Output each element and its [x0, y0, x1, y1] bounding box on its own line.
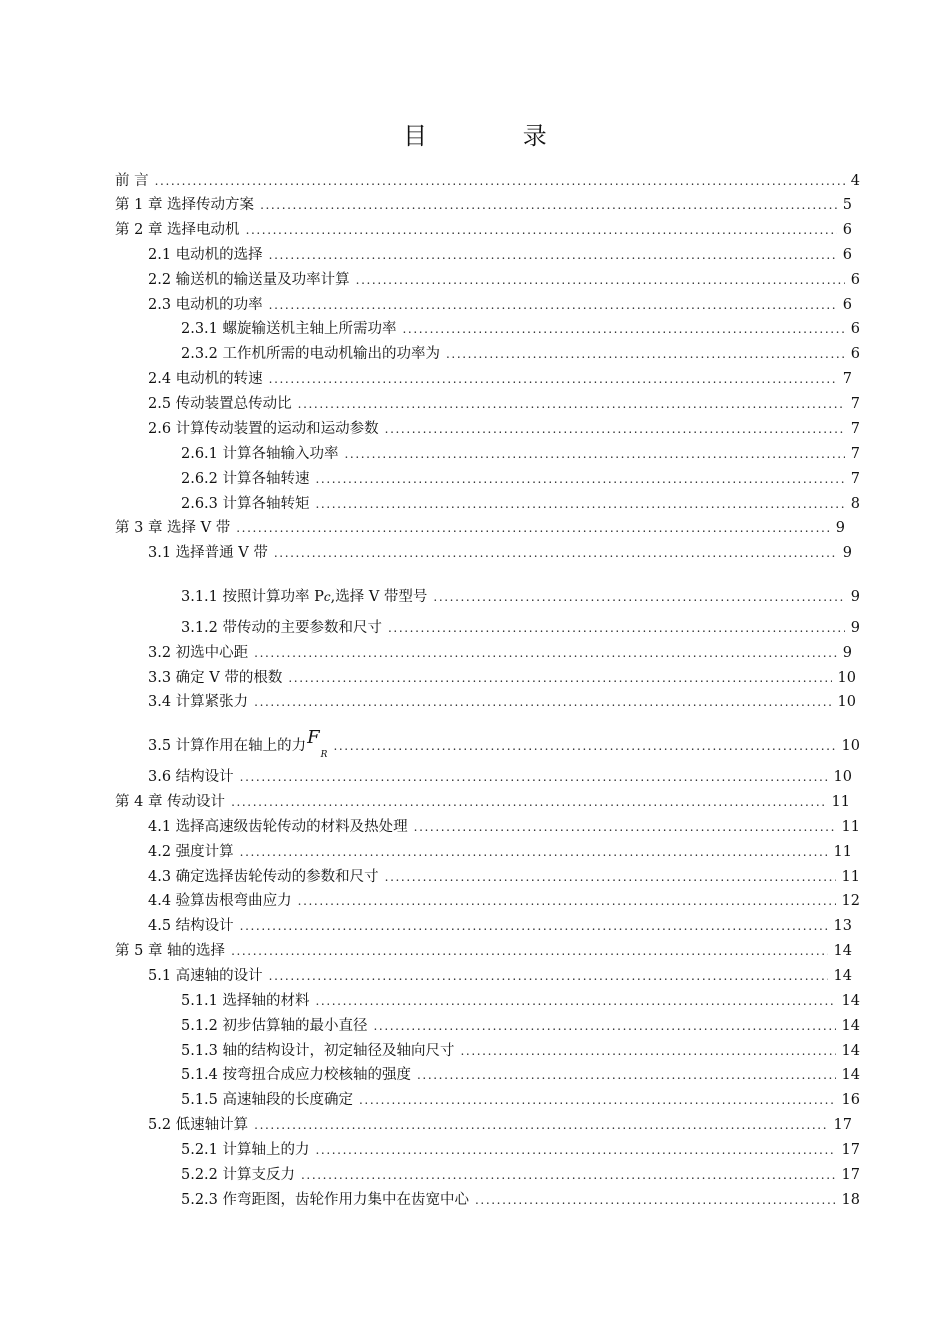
- toc-entry-label: 3.6 结构设计: [148, 769, 234, 785]
- toc-entry[interactable]: [148, 395, 860, 413]
- toc-entry[interactable]: [181, 320, 860, 338]
- toc-entry-label: 4.5 结构设计: [148, 918, 234, 934]
- dot-leader: [433, 588, 844, 606]
- toc-page-number: 10: [833, 769, 852, 785]
- toc-page-number: 10: [837, 670, 856, 686]
- toc-page-number: 12: [841, 893, 860, 909]
- toc-entry-label: 5.1.4 按弯扭合成应力校核轴的强度: [181, 1067, 412, 1083]
- toc-entry[interactable]: [181, 495, 860, 513]
- toc-entry[interactable]: [181, 1141, 860, 1159]
- toc-entry-label: 2.3 电动机的功率: [148, 297, 263, 313]
- toc-page-number: 9: [835, 520, 845, 536]
- dot-leader: [269, 296, 837, 314]
- toc-entry-label: 2.6.1 计算各轴输入功率: [181, 446, 339, 462]
- toc-page-number: 11: [841, 869, 860, 885]
- toc-entry[interactable]: [115, 221, 852, 239]
- dot-leader: [155, 172, 845, 190]
- dot-leader: [240, 768, 828, 786]
- dot-leader: [240, 917, 828, 935]
- toc-page-number: 6: [850, 272, 860, 288]
- toc-page-number: 17: [841, 1167, 860, 1183]
- toc-entry[interactable]: [181, 992, 860, 1010]
- toc-entry-label: 5.2.3 作弯距图，齿轮作用力集中在齿宽中心: [181, 1192, 470, 1208]
- dot-leader: [316, 1141, 836, 1159]
- toc-page-number: 11: [841, 819, 860, 835]
- toc-entry-label: 3.5 计算作用在轴上的力$F_R$: [148, 727, 328, 760]
- toc-entry-label: 5.1 高速轴的设计: [148, 968, 263, 984]
- toc-entry[interactable]: [181, 1191, 860, 1209]
- toc-entry[interactable]: [148, 768, 852, 786]
- toc-page-number: 9: [850, 589, 860, 605]
- toc-entry-label: 第 1 章 选择传动方案: [115, 197, 255, 213]
- dot-leader: [246, 221, 837, 239]
- toc-entry-label: 5.2.1 计算轴上的力: [181, 1142, 310, 1158]
- toc-entry-label: 5.2.2 计算支反力: [181, 1167, 296, 1183]
- toc-page-number: 6: [850, 321, 860, 337]
- toc-page-number: 14: [833, 943, 852, 959]
- dot-leader: [359, 1091, 836, 1109]
- toc-entry[interactable]: [148, 271, 860, 289]
- toc-page-number: 7: [850, 446, 860, 462]
- toc-page-number: 11: [831, 794, 850, 810]
- toc-entry-label: 5.2 低速轴计算: [148, 1117, 249, 1133]
- toc-entry[interactable]: [181, 588, 860, 606]
- toc-entry-label: 2.4 电动机的转速: [148, 371, 263, 387]
- toc-entry-label: 5.1.2 初步估算轴的最小直径: [181, 1018, 368, 1034]
- toc-entry[interactable]: [148, 693, 856, 711]
- toc-entry[interactable]: [181, 445, 860, 463]
- dot-leader: [254, 693, 831, 711]
- dot-leader: [254, 644, 837, 662]
- toc-entry[interactable]: [148, 727, 860, 762]
- toc-entry-label: 第 3 章 选择 V 带: [115, 520, 231, 536]
- dot-leader: [269, 246, 837, 264]
- toc-entry-label: 第 5 章 轴的选择: [115, 943, 226, 959]
- toc-entry[interactable]: [148, 1116, 852, 1134]
- toc-page-number: 9: [842, 645, 852, 661]
- dot-leader: [446, 345, 845, 363]
- toc-entry[interactable]: [115, 793, 850, 811]
- toc-page-number: 8: [850, 496, 860, 512]
- toc-page-number: 10: [837, 694, 856, 710]
- dot-leader: [269, 370, 837, 388]
- dot-leader: [298, 892, 836, 910]
- toc-entry[interactable]: [181, 470, 860, 488]
- toc-page-number: 16: [841, 1092, 860, 1108]
- toc-entry[interactable]: [181, 619, 860, 637]
- dot-leader: [231, 942, 827, 960]
- toc-entry[interactable]: [148, 420, 860, 438]
- toc-entry[interactable]: [181, 1042, 860, 1060]
- toc-page-number: 14: [841, 993, 860, 1009]
- toc-entry-label: 2.6 计算传动装置的运动和运动参数: [148, 421, 379, 437]
- toc-entry[interactable]: [148, 544, 852, 562]
- dot-leader: [254, 1116, 827, 1134]
- toc-page-number: 7: [842, 371, 852, 387]
- toc-entry-label: 2.6.3 计算各轴转矩: [181, 496, 310, 512]
- toc-entry-label: 2.3.1 螺旋输送机主轴上所需功率: [181, 321, 397, 337]
- toc-page-number: 5: [842, 197, 852, 213]
- dot-leader: [298, 395, 845, 413]
- dot-leader: [231, 793, 825, 811]
- toc-entry-label: 4.4 验算齿根弯曲应力: [148, 893, 292, 909]
- toc-entry[interactable]: [148, 967, 852, 985]
- toc-entry-label: 4.1 选择高速级齿轮传动的材料及热处理: [148, 819, 408, 835]
- toc-entry[interactable]: [148, 246, 852, 264]
- toc-entry-label: 2.3.2 工作机所需的电动机输出的功率为: [181, 346, 441, 362]
- toc-entry[interactable]: [181, 1166, 860, 1184]
- toc-page-number: 14: [841, 1018, 860, 1034]
- toc-entry-label: 2.5 传动装置总传动比: [148, 396, 292, 412]
- toc-entry-label: 2.1 电动机的选择: [148, 247, 263, 263]
- toc-page-number: 14: [841, 1067, 860, 1083]
- toc-page-number: 13: [833, 918, 852, 934]
- dot-leader: [388, 619, 845, 637]
- toc-page-number: 17: [833, 1117, 852, 1133]
- dot-leader: [414, 818, 836, 836]
- toc-page-number: 11: [833, 844, 852, 860]
- dot-leader: [356, 271, 845, 289]
- toc-entry[interactable]: [148, 669, 856, 687]
- toc-page-number: 18: [841, 1192, 860, 1208]
- dot-leader: [274, 544, 837, 562]
- dot-leader: [403, 320, 845, 338]
- toc-entry-label: 第 4 章 传动设计: [115, 794, 226, 810]
- toc-page-number: 7: [850, 396, 860, 412]
- toc-entry[interactable]: [115, 172, 860, 190]
- toc-page-number: 14: [833, 968, 852, 984]
- dot-leader: [385, 420, 845, 438]
- page-title: 目 录: [403, 122, 591, 150]
- toc-entry-label: 4.2 强度计算: [148, 844, 234, 860]
- toc-page-number: 6: [842, 297, 852, 313]
- toc-entry-label: 5.1.3 轴的结构设计，初定轴径及轴向尺寸: [181, 1043, 455, 1059]
- toc-entry-label: 5.1.1 选择轴的材料: [181, 993, 310, 1009]
- dot-leader: [316, 495, 845, 513]
- toc-entry-label: 2.6.2 计算各轴转速: [181, 471, 310, 487]
- toc-entry[interactable]: [148, 296, 852, 314]
- toc-entry[interactable]: [148, 917, 852, 935]
- toc-page-number: 9: [842, 545, 852, 561]
- dot-leader: [333, 737, 835, 755]
- toc-entry[interactable]: [115, 942, 852, 960]
- toc-entry-label: 3.4 计算紧张力: [148, 694, 249, 710]
- toc-entry-label: 3.1 选择普通 V 带: [148, 545, 268, 561]
- toc-entry[interactable]: [148, 892, 860, 910]
- toc-entry[interactable]: [115, 519, 845, 537]
- toc-entry[interactable]: [181, 1017, 860, 1035]
- toc-entry-label: 3.3 确定 V 带的根数: [148, 670, 283, 686]
- dot-leader: [316, 992, 836, 1010]
- dot-leader: [301, 1166, 836, 1184]
- dot-leader: [475, 1191, 836, 1209]
- toc-page-number: 6: [842, 247, 852, 263]
- dot-leader: [417, 1066, 836, 1084]
- toc-page-number: 9: [850, 620, 860, 636]
- dot-leader: [236, 519, 830, 537]
- dot-leader: [374, 1017, 836, 1035]
- toc-page-number: 14: [841, 1043, 860, 1059]
- toc-entry[interactable]: [115, 196, 852, 214]
- toc-entry[interactable]: [148, 370, 852, 388]
- dot-leader: [461, 1042, 836, 1060]
- toc-page-number: 6: [842, 222, 852, 238]
- toc-entry-label: 2.2 输送机的输送量及功率计算: [148, 272, 350, 288]
- toc-entry-label: 第 2 章 选择电动机: [115, 222, 240, 238]
- toc-entry-label: 前 言: [115, 173, 149, 189]
- dot-leader: [316, 470, 845, 488]
- toc-entry[interactable]: [181, 1066, 860, 1084]
- toc-entry[interactable]: [148, 818, 860, 836]
- dot-leader: [385, 868, 836, 886]
- toc-entry-label: 3.1.2 带传动的主要参数和尺寸: [181, 620, 383, 636]
- toc-entry-label: 4.3 确定选择齿轮传动的参数和尺寸: [148, 869, 379, 885]
- dot-leader: [345, 445, 845, 463]
- toc-page-number: 6: [850, 346, 860, 362]
- toc-entry[interactable]: [148, 843, 852, 861]
- toc-page-number: 7: [850, 471, 860, 487]
- toc-entry[interactable]: [181, 345, 860, 363]
- toc-entry[interactable]: [148, 868, 860, 886]
- dot-leader: [288, 669, 831, 687]
- toc-page-number: 4: [850, 173, 860, 189]
- dot-leader: [269, 967, 828, 985]
- toc-entry[interactable]: [148, 644, 852, 662]
- toc-page-number: 10: [841, 738, 860, 754]
- dot-leader: [260, 196, 837, 214]
- toc-entry-label: 3.2 初选中心距: [148, 645, 249, 661]
- dot-leader: [240, 843, 828, 861]
- toc-entry[interactable]: [181, 1091, 860, 1109]
- toc-page-number: 17: [841, 1142, 860, 1158]
- toc-entry-label: 3.1.1 按照计算功率 Pc,选择 V 带型号: [181, 589, 428, 605]
- toc-entry-label: 5.1.5 高速轴段的长度确定: [181, 1092, 354, 1108]
- toc-page-number: 7: [850, 421, 860, 437]
